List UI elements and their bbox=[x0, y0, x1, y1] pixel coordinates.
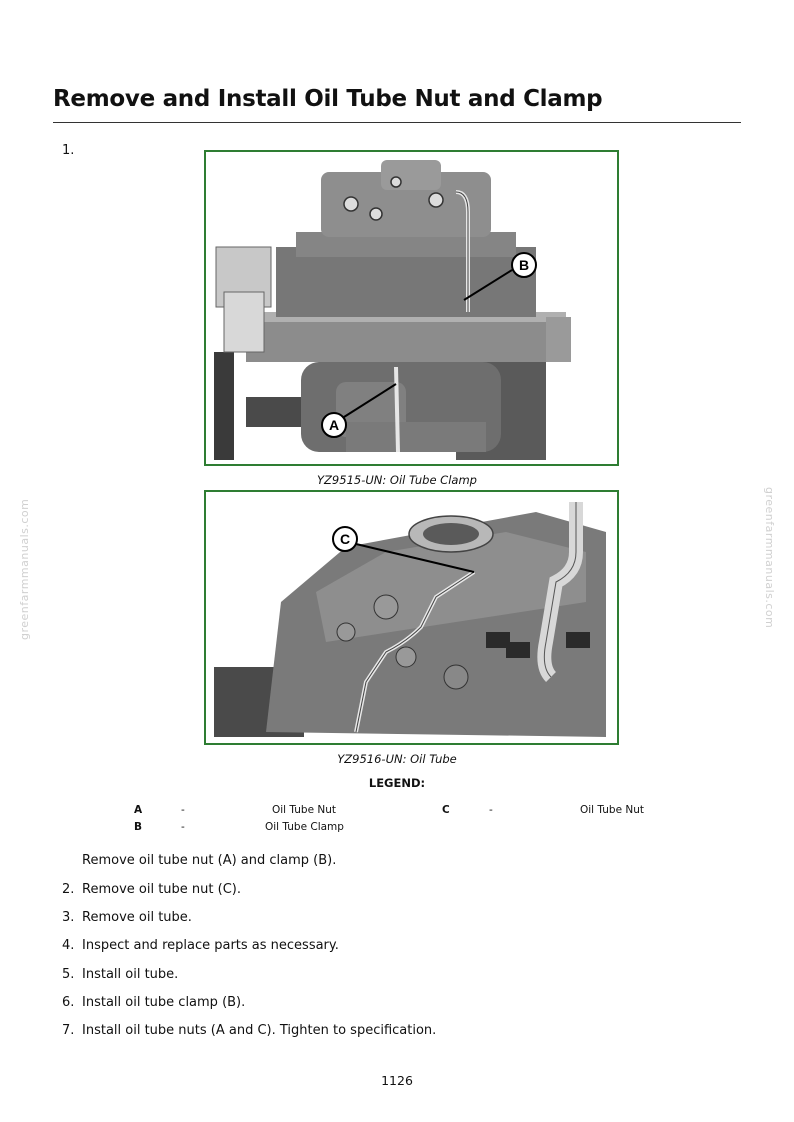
step-number: 3. bbox=[62, 910, 75, 925]
step-text: Remove oil tube. bbox=[82, 910, 192, 925]
step-number: 1. bbox=[62, 143, 75, 158]
step-number: 6. bbox=[62, 995, 75, 1010]
watermark-left: greenfarmmanuals.com bbox=[18, 498, 31, 640]
step-text: Install oil tube. bbox=[82, 967, 179, 982]
page-title: Remove and Install Oil Tube Nut and Clamp bbox=[53, 86, 603, 112]
legend-letter: C bbox=[442, 804, 450, 816]
figure-oil-tube bbox=[204, 490, 619, 745]
watermark-right: greenfarmmanuals.com bbox=[763, 487, 776, 629]
legend-text: Oil Tube Nut bbox=[272, 804, 336, 816]
callout-c: C bbox=[339, 531, 351, 547]
step-text: Remove oil tube nut (C). bbox=[82, 882, 241, 897]
step-text: Install oil tube clamp (B). bbox=[82, 995, 246, 1010]
figure-oil-tube-clamp bbox=[204, 150, 619, 466]
legend-dash: - bbox=[181, 804, 185, 816]
legend-letter: A bbox=[134, 804, 143, 816]
step-text: Inspect and replace parts as necessary. bbox=[82, 938, 339, 953]
figure-1-illustration bbox=[206, 152, 617, 464]
step-text: Install oil tube nuts (A and C). Tighten to specification. bbox=[82, 1023, 437, 1038]
legend-dash: - bbox=[181, 821, 185, 833]
legend-dash: - bbox=[489, 804, 493, 816]
title-rule bbox=[53, 122, 741, 123]
step-number: 4. bbox=[62, 938, 75, 953]
step-number: 5. bbox=[62, 967, 75, 982]
figure-2-illustration bbox=[206, 492, 617, 743]
legend-title: LEGEND: bbox=[368, 776, 426, 790]
legend-letter: B bbox=[134, 821, 143, 833]
step-number: 2. bbox=[62, 882, 75, 897]
callout-b: B bbox=[518, 257, 530, 273]
legend-text: Oil Tube Nut bbox=[580, 804, 644, 816]
step-text: Remove oil tube nut (A) and clamp (B). bbox=[82, 853, 337, 868]
callout-a: A bbox=[328, 417, 340, 433]
legend-text: Oil Tube Clamp bbox=[265, 821, 344, 833]
step-number: 7. bbox=[62, 1023, 75, 1038]
figure-1-caption: YZ9515-UN: Oil Tube Clamp bbox=[317, 473, 477, 487]
figure-2-caption: YZ9516-UN: Oil Tube bbox=[337, 752, 457, 766]
page-number: 1126 bbox=[381, 1073, 413, 1088]
